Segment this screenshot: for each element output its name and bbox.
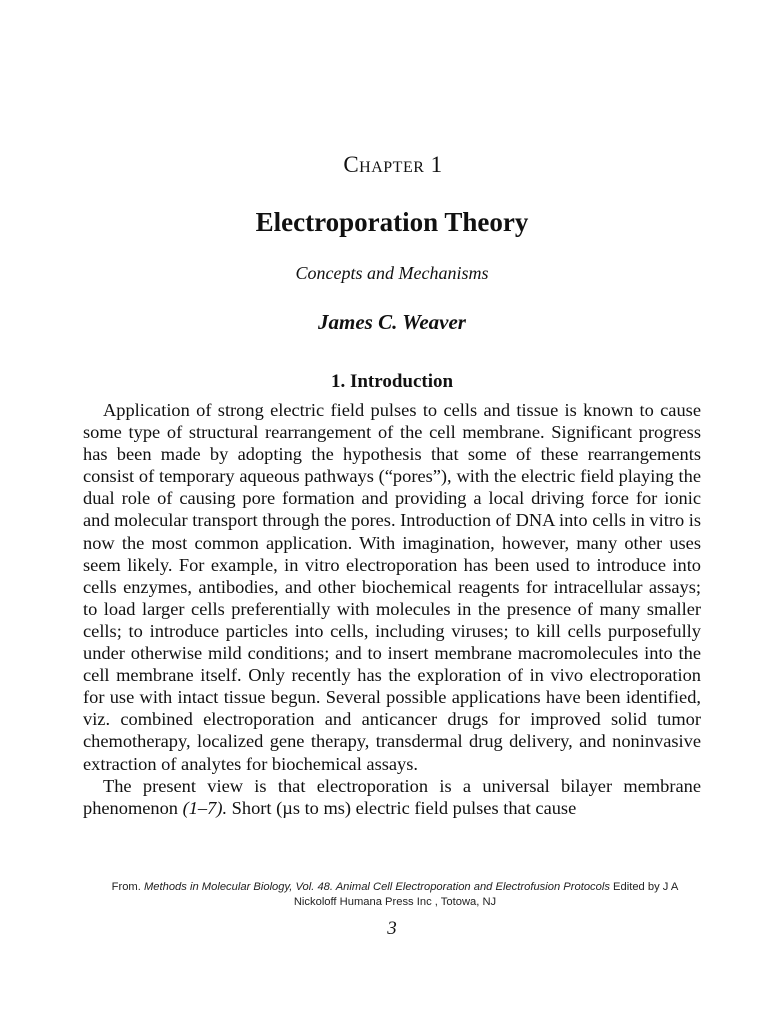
footnote-from: From. xyxy=(111,881,144,893)
footnote-edited: Edited by J A Nickoloff Humana Press Inc , Totowa, NJ xyxy=(293,881,679,908)
paragraph-2-text-a: The present view is that electroporation is a universal bilayer membrane phenomenon xyxy=(83,775,701,818)
citation-reference: (1–7). xyxy=(182,797,228,818)
chapter-number: 1 xyxy=(430,152,443,177)
author-name: James C. Weaver xyxy=(318,310,466,334)
section-heading: 1. Introduction xyxy=(330,371,454,392)
source-footnote xyxy=(90,880,700,910)
chapter-label xyxy=(0,152,768,178)
page-number: 3 xyxy=(387,918,397,939)
chapter-subtitle: Concepts and Mechanisms xyxy=(295,263,489,283)
paragraph-2 xyxy=(83,775,701,819)
footnote-series: Methods in Molecular Biology, Vol. 48. Animal Cell Electroporation and Electrofusion Protocols xyxy=(143,881,610,893)
paragraph-2-text-b: Short (µs to ms) electric field pulses that cause xyxy=(227,797,577,818)
chapter-title: Electroporation Theory xyxy=(255,207,529,237)
body-text xyxy=(83,399,701,819)
chapter-label-word: hapter xyxy=(359,152,425,177)
chapter-label-initial: C xyxy=(343,152,360,177)
paragraph-1: Application of strong electric field pulses to cells and tissue is known to cause some type of structural rearrangement of the cell membrane. Significant progress has been made by adopting the hypothesis that some of these rearrangements consist of temporary aqueous pathways (“pores”), with the electric field playing the dual role of causing pore formation and providing a local driving force for ionic and molecular transport through the pores. Introduction of DNA into cells in vitro is now the most common application. With imagination, however, many other uses seem likely. For example, in vitro electroporation has been used to introduce into cells enzymes, antibodies, and other biochemical reagents for intracellular assays; to load larger cells preferentially with molecules in the presence of many smaller cells; to introduce particles into cells, including viruses; to kill cells purposefully under otherwise mild conditions; and to insert membrane macromolecules into the cell membrane itself. Only recently has the exploration of in vivo electroporation for use with intact tissue begun. Several possible applications have been identified, viz. combined electroporation and anticancer drugs for improved solid tumor chemotherapy, localized gene therapy, transdermal drug delivery, and noninvasive extraction of analytes for biochemical assays. xyxy=(83,400,702,774)
